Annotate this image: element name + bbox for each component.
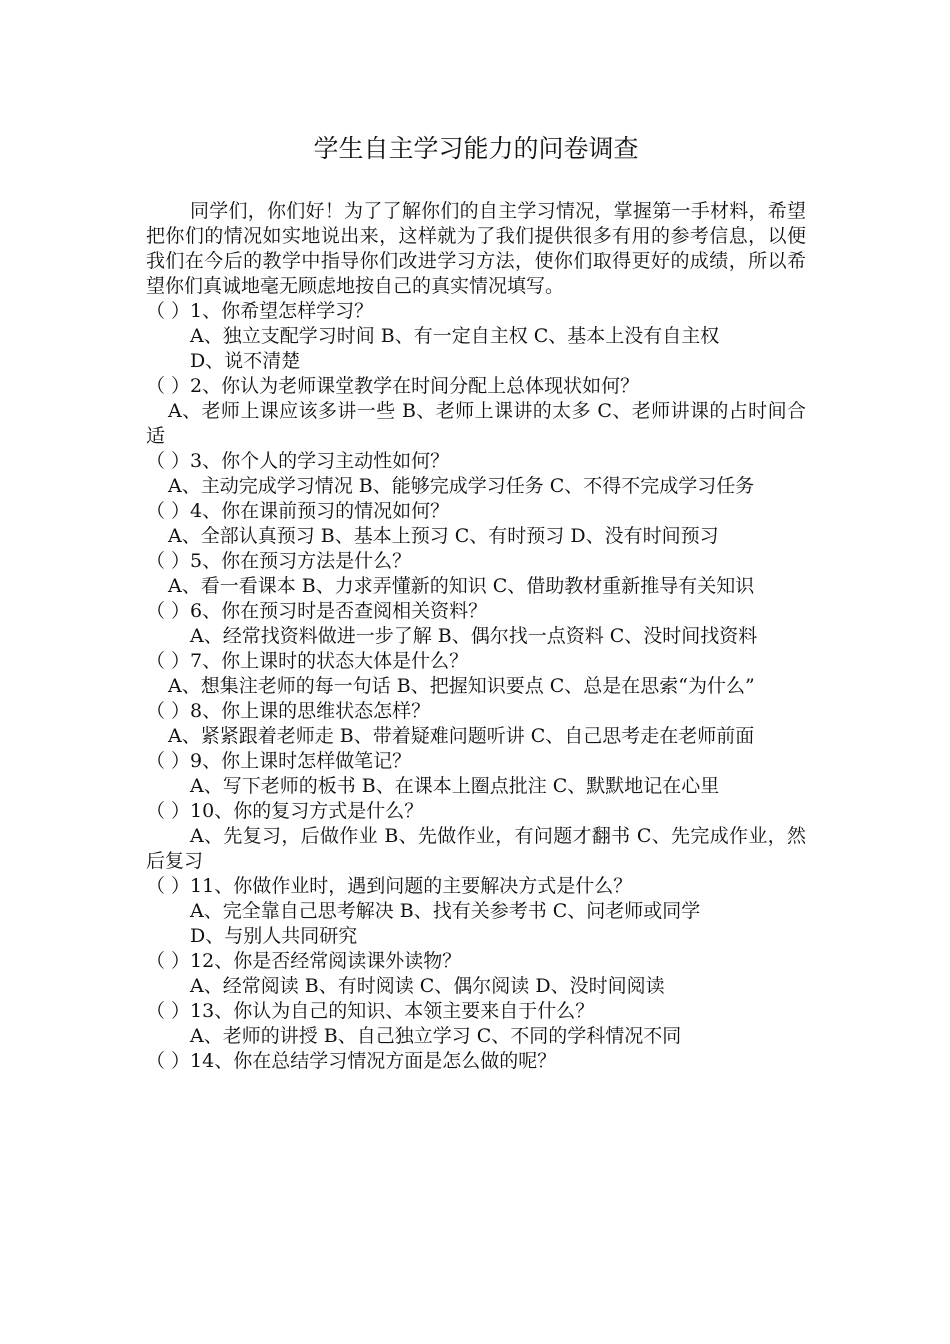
question-4-options: A、全部认真预习 B、基本上预习 C、有时预习 D、没有时间预习	[168, 525, 719, 547]
question-13: （ ）13、你认为自己的知识、本领主要来自于什么？	[146, 1000, 595, 1022]
question-1-options-extra: D、说不清楚	[190, 350, 301, 372]
question-1-options: A、独立支配学习时间 B、有一定自主权 C、基本上没有自主权	[190, 325, 720, 347]
question-2: （ ）2、你认为老师课堂教学在时间分配上总体现状如何？	[146, 375, 640, 397]
question-8: （ ）8、你上课的思维状态怎样？	[146, 700, 431, 722]
question-6-options: A、经常找资料做进一步了解 B、偶尔找一点资料 C、没时间找资料	[190, 625, 758, 647]
document-body	[146, 199, 806, 1074]
question-10-options: A、先复习，后做作业 B、先做作业，有问题才翻书 C、先完成作业，然后复习	[146, 825, 806, 872]
question-9-options: A、写下老师的板书 B、在课本上圈点批注 C、默默地记在心里	[190, 775, 720, 797]
question-13-options: A、老师的讲授 B、自己独立学习 C、不同的学科情况不同	[190, 1025, 682, 1047]
question-2-options: A、老师上课应该多讲一些 B、老师上课讲的太多 C、老师讲课的占时间合适	[146, 400, 806, 447]
question-11-options-extra: D、与别人共同研究	[190, 925, 358, 947]
question-1: （ ）1、你希望怎样学习？	[146, 300, 374, 322]
intro-paragraph: 同学们，你们好！为了了解你们的自主学习情况，掌握第一手材料，希望把你们的情况如实地说出来，这样就为了我们提供很多有用的参考信息，以便我们在今后的教学中指导你们改进学习方法，使你们取得更好的成绩，所以希望你们真诚地毫无顾虑地按自己的真实情况填写。	[146, 200, 806, 297]
question-10: （ ）10、你的复习方式是什么？	[146, 800, 424, 822]
question-3-options: A、主动完成学习情况 B、能够完成学习任务 C、不得不完成学习任务	[168, 475, 755, 497]
question-6: （ ）6、你在预习时是否查阅相关资料？	[146, 600, 488, 622]
question-14: （ ）14、你在总结学习情况方面是怎么做的呢？	[146, 1050, 557, 1072]
question-11-options: A、完全靠自己思考解决 B、找有关参考书 C、问老师或同学	[190, 900, 701, 922]
question-5: （ ）5、你在预习方法是什么？	[146, 550, 412, 572]
question-9: （ ）9、你上课时怎样做笔记？	[146, 750, 412, 772]
question-12: （ ）12、你是否经常阅读课外读物？	[146, 950, 462, 972]
question-7-options: A、想集注老师的每一句话 B、把握知识要点 C、总是在思索“为什么”	[168, 675, 755, 697]
question-11: （ ）11、你做作业时，遇到问题的主要解决方式是什么？	[146, 875, 633, 897]
question-12-options: A、经常阅读 B、有时阅读 C、偶尔阅读 D、没时间阅读	[190, 975, 665, 997]
document-title: 学生自主学习能力的问卷调查	[313, 134, 639, 163]
question-7: （ ）7、你上课时的状态大体是什么？	[146, 650, 469, 672]
question-3: （ ）3、你个人的学习主动性如何？	[146, 450, 450, 472]
question-8-options: A、紧紧跟着老师走 B、带着疑难问题听讲 C、自己思考走在老师前面	[168, 725, 755, 747]
question-4: （ ）4、你在课前预习的情况如何？	[146, 500, 450, 522]
question-5-options: A、看一看课本 B、力求弄懂新的知识 C、借助教材重新推导有关知识	[168, 575, 755, 597]
